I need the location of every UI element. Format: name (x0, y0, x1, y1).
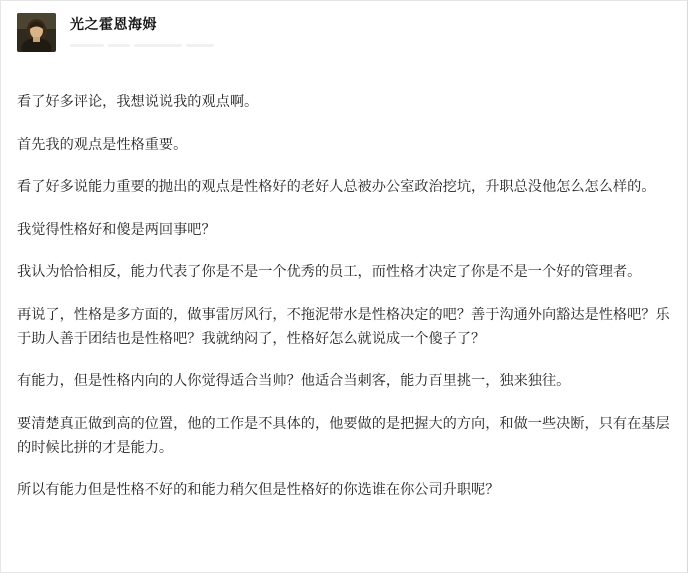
avatar[interactable] (17, 13, 56, 52)
post-paragraph: 再说了，性格是多方面的，做事雷厉风行，不拖泥带水是性格决定的吧？善于沟通外向豁达是性格吧？乐于助人善于团结也是性格吧？我就纳闷了，性格好怎么就说成一个傻子了？ (17, 306, 670, 347)
post-header (17, 13, 677, 57)
post-paragraph: 要清楚真正做到高的位置，他的工作是不具体的，他要做的是把握大的方向，和做一些决断，只有在基层的时候比拼的才是能力。 (17, 415, 670, 456)
portrait-avatar-icon (17, 13, 56, 52)
author-name[interactable]: 光之霍恩海姆 (70, 17, 157, 33)
post-paragraph: 所以有能力但是性格不好的和能力稍欠但是性格好的你选谁在你公司升职呢？ (17, 482, 500, 498)
post-paragraph: 我认为恰恰相反，能力代表了你是不是一个优秀的员工，而性格才决定了你是不是一个好的管理者。 (17, 264, 642, 280)
post-paragraph: 我觉得性格好和傻是两回事吧？ (17, 221, 216, 238)
post-paragraph: 首先我的观点是性格重要。 (17, 136, 188, 153)
post-paragraph: 看了好多说能力重要的抛出的观点是性格好的老好人总被办公室政治挖坑，升职总没他怎么怎么样的。 (17, 179, 656, 195)
post-body (17, 90, 677, 521)
post-paragraph: 有能力，但是性格内向的人你觉得适合当帅？他适合当刺客，能力百里挑一，独来独往。 (17, 373, 571, 389)
post-meta-line (70, 41, 220, 49)
post-paragraph: 看了好多评论，我想说说我的观点啊。 (17, 94, 259, 110)
